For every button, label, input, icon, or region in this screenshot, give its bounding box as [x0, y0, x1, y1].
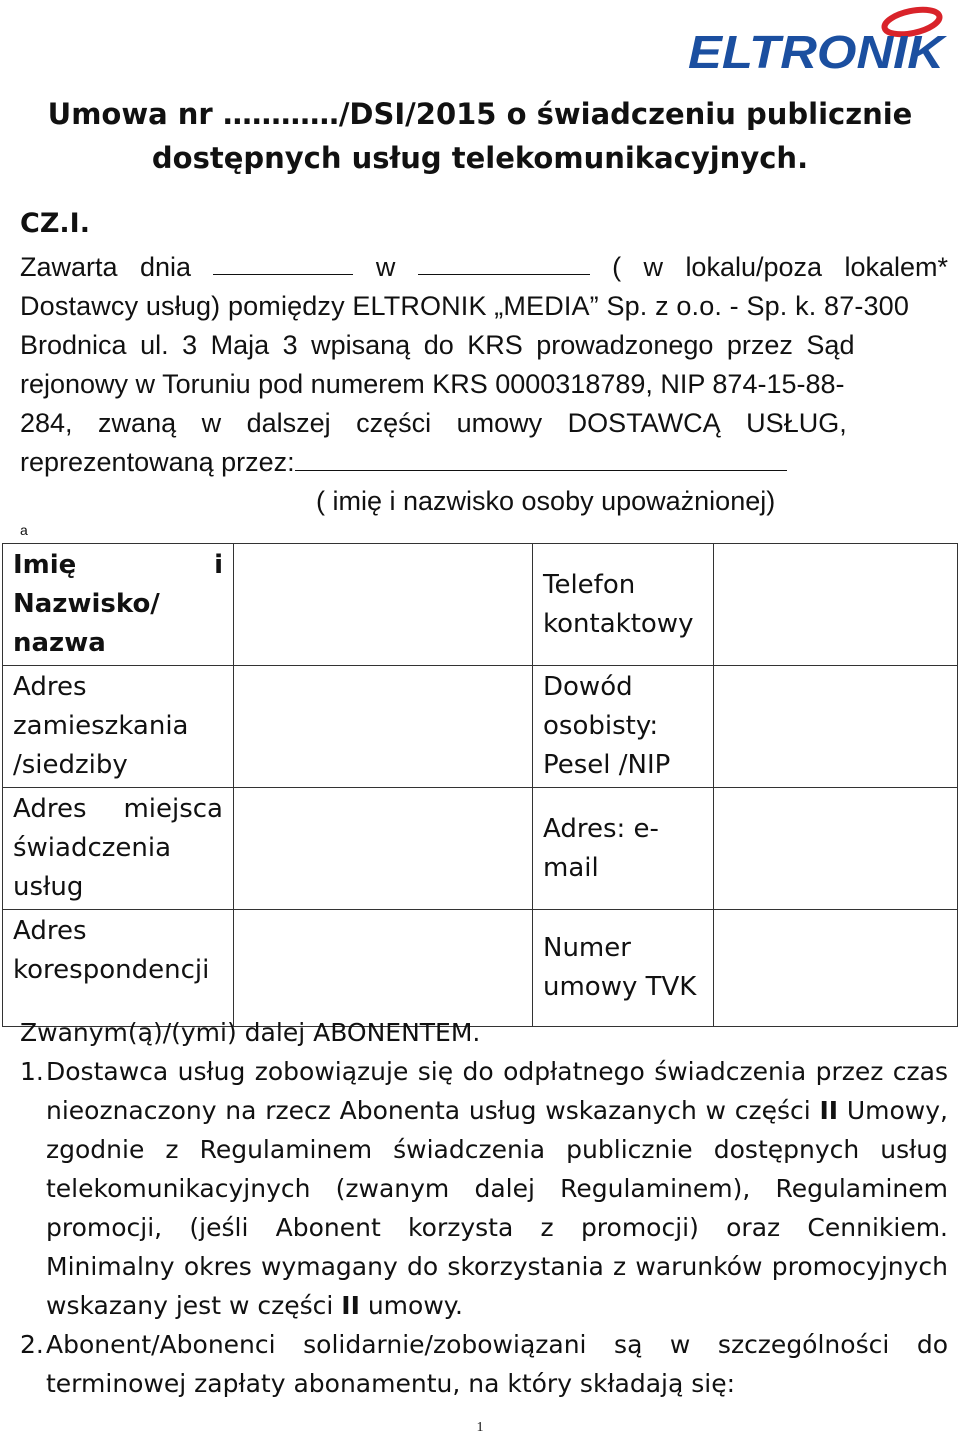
- label-name: Imię i Nazwisko/ nazwa: [3, 544, 234, 666]
- section-heading: CZ.I.: [20, 208, 90, 239]
- field-correspondence[interactable]: [234, 910, 533, 1027]
- eltronik-logo: [686, 4, 948, 74]
- representative-blank: [295, 444, 787, 471]
- contract-title: [0, 92, 960, 180]
- label-email: Adres: e-mail: [533, 788, 714, 910]
- label-tvk-number: Numer umowy TVK: [533, 910, 714, 1027]
- small-a: a: [20, 522, 28, 538]
- title-line-1: Umowa nr …………/DSI/2015 o świadczeniu publicznie: [47, 97, 913, 131]
- label-address: Adres zamieszkania /siedziby: [3, 666, 234, 788]
- label-phone: Telefon kontaktowy: [533, 544, 714, 666]
- authorized-person-caption: ( imię i nazwisko osoby upoważnionej): [316, 486, 776, 516]
- intro-line-3: Brodnica ul. 3 Maja 3 wpisaną do KRS prowadzonego przez Sąd: [20, 330, 855, 360]
- intro-line-2: Dostawcy usług) pomiędzy ELTRONIK „MEDIA” Sp. z o.o. - Sp. k. 87-300: [20, 291, 910, 321]
- label-correspondence: Adres korespondencji: [3, 910, 234, 1027]
- field-address[interactable]: [234, 666, 533, 788]
- field-tvk-number[interactable]: [714, 910, 958, 1027]
- subscriber-form: [2, 543, 958, 1027]
- form-row-service-address: [3, 788, 958, 910]
- form-row-address: [3, 666, 958, 788]
- represented-by: reprezentowaną przez:: [20, 443, 787, 482]
- field-email[interactable]: [714, 788, 958, 910]
- page-number: 1: [476, 1420, 484, 1435]
- intro-line-4: rejonowy w Toruniu pod numerem KRS 0000318789, NIP 874-15-88-: [20, 369, 845, 399]
- field-id[interactable]: [714, 666, 958, 788]
- place-blank: [418, 248, 590, 275]
- clause-2: 2. Abonent/Abonenci solidarnie/zobowiązani są w szczególności do terminowej zapłaty abonamentu, na który składają się:: [20, 1330, 948, 1398]
- field-name[interactable]: [234, 544, 533, 666]
- clause-1: 1. Dostawca usług zobowiązuje się do odpłatnego świadczenia przez czas nieoznaczony na rzecz Abonenta usług wskazanych w części II Umowy, zgodnie z Regulaminem świadczenia publicznie dostępnych usług telekomunikacyjnych (zwanym dalej Regulaminem), Regulaminem promocji, (jeśli Abonent korzysta z promocji) oraz Cennikiem. Minimalny okres wymagany do skorzystania z warunków promocyjnych wskazany jest w części II umowy.: [20, 1057, 948, 1320]
- form-row-correspondence: [3, 910, 958, 1027]
- intro-line-5: 284, zwaną w dalszej części umowy DOSTAWCĄ USŁUG,: [20, 408, 847, 438]
- label-service-address: Adres miejsca świadczenia usług: [3, 788, 234, 910]
- date-blank: [213, 248, 353, 275]
- label-id: Dowód osobisty: Pesel /NIP: [533, 666, 714, 788]
- field-phone[interactable]: [714, 544, 958, 666]
- field-service-address[interactable]: [234, 788, 533, 910]
- form-row-name: [3, 544, 958, 666]
- contract-body: [20, 1013, 948, 1403]
- subscriber-definition: Zwanym(ą)/(ymi) dalej ABONENTEM.: [20, 1018, 481, 1047]
- title-line-2: dostępnych usług telekomunikacyjnych.: [151, 141, 809, 175]
- logo-text: ELTRONIK: [688, 26, 948, 74]
- intro-line-1: Zawarta dnia w ( w lokalu/poza lokalem*: [20, 248, 948, 287]
- intro-paragraph: [20, 248, 948, 443]
